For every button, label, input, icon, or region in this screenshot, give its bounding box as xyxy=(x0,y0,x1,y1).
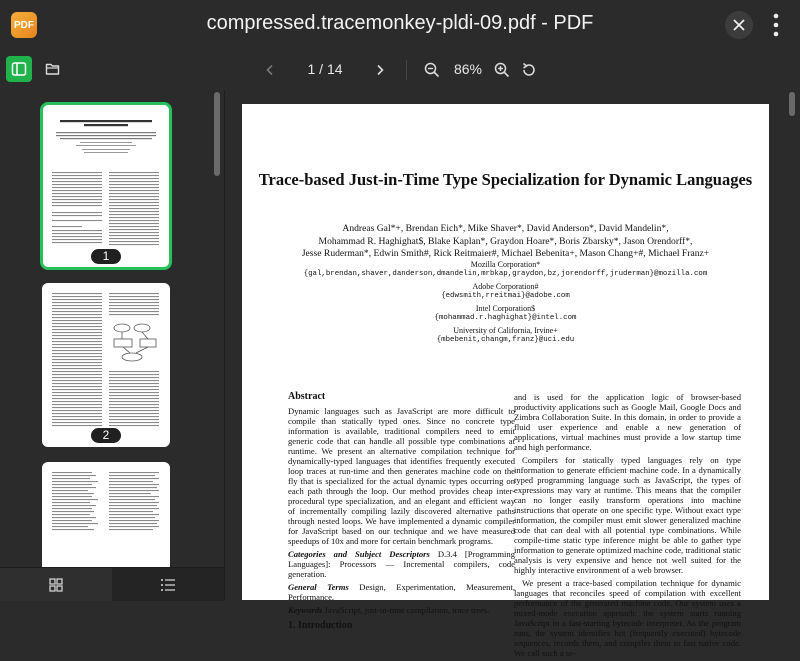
general-terms xyxy=(288,582,515,602)
more-options-button[interactable] xyxy=(766,12,786,38)
grid-icon xyxy=(49,578,63,592)
keywords-text: JavaScript, just-in-time compilation, trace trees. xyxy=(324,605,490,615)
kebab-menu-icon xyxy=(766,12,786,38)
author-line: Jesse Ruderman*, Edwin Smith#, Rick Reitmaier#, Michael Bebenita+, Mason Chang+#, Michael Franz+ xyxy=(301,248,710,259)
keywords xyxy=(288,605,515,615)
sidebar-icon xyxy=(11,61,27,77)
intro-heading: 1. Introduction xyxy=(288,620,353,631)
chevron-right-icon xyxy=(374,64,386,76)
next-page-button[interactable] xyxy=(367,57,393,83)
thumbnail-view-tab[interactable] xyxy=(0,568,112,601)
abstract-text: Dynamic languages such as JavaScript are more difficult to compile than statically typed ones. Since no concrete type information is available, traditional compilers need to emit generic code that can handle all possible type combinations at runtime. We present an alternative compilation technique for dynamically-typed languages that identifies frequently executed loop traces at run-time and then generates machine code on the fly that is specialized for the actual dynamic types occurring on each path through the loop. Our method provides cheap inter-procedural type specialization, and an elegant and efficient way of incrementally compiling lazily discovered alternative paths through nested loops. We have implemented a dynamic compiler for JavaScript based on our technique and we have measured speedups of 10x and more for certain benchmark programs. xyxy=(288,406,515,546)
categories xyxy=(288,549,515,579)
paragraph: Compilers for statically typed languages rely on type information to generate efficient machine code. In a dynamically typed programming language such as JavaScript, the types of expressions may vary at runtime. This means that the compiler can no longer easily transform operations into machine instructions that operate on one specific type. Without exact type information, the compiler must emit slower generalized machine code that can deal with all potential type combinations. While compile-time static type inference might be able to gather type information to generate optimized machine code, traditional static analysis is very expensive and hence not well suited for the highly interactive environment of a web browser. xyxy=(514,455,741,575)
page-thumbnail[interactable] xyxy=(42,283,170,447)
list-icon xyxy=(160,578,176,592)
close-icon xyxy=(733,19,745,31)
affiliation xyxy=(242,282,769,301)
viewer-scrollbar[interactable] xyxy=(789,92,795,116)
author-line: Mohammad R. Haghighat$, Blake Kaplan*, Graydon Hoare*, Boris Zbarsky*, Jason Orendorff*, xyxy=(318,235,693,247)
paragraph: We present a trace-based compilation technique for dynamic languages that reconciles speed of compilation with excellent performance of the generated machine code. Our system uses a mixed-mode execution approach: the system starts running JavaScript in a fast-starting bytecode interpreter. As the program runs, the system identifies hot (frequently executed) bytecode sequences, records them, and compiles them to fast native code. We call such a se- xyxy=(514,578,741,658)
thumbnail-sidebar xyxy=(0,90,225,600)
rotate-icon xyxy=(521,62,537,78)
abstract-heading: Abstract xyxy=(288,391,326,402)
toolbar xyxy=(0,50,800,91)
page-thumbnail-preview xyxy=(42,462,170,572)
affiliation-email: {mbebenit,changm,franz}@uci.edu xyxy=(436,335,575,344)
paper-title: Trace-based Just-in-Time Type Specialization for Dynamic Languages xyxy=(258,170,753,189)
rotate-button[interactable] xyxy=(516,57,542,83)
pdf-page xyxy=(242,104,769,658)
categories-text: D.3.4 [Programming Languages]: Processors — Incremental compilers, code generation. xyxy=(288,549,515,579)
affiliation-name: Intel Corporation$ xyxy=(475,304,536,313)
affiliation-email: {edwsmith,rreitmai}@adobe.com xyxy=(441,291,570,300)
page-indicator[interactable]: 1 / 14 xyxy=(307,61,343,77)
page-thumbnail-preview xyxy=(42,283,170,447)
sidebar-scrollbar[interactable] xyxy=(214,92,220,176)
zoom-in-icon xyxy=(494,62,510,78)
right-column xyxy=(514,392,741,661)
author-list xyxy=(242,223,769,261)
page-thumbnail[interactable] xyxy=(42,462,170,572)
affiliation-email: {gal,brendan,shaver,danderson,dmandelin,mrbkap,graydon,bz,jorendorff,jruderman}@mozilla.com xyxy=(303,269,708,278)
affiliation-name: Adobe Corporation# xyxy=(472,282,539,291)
title-bar xyxy=(0,0,800,50)
sidebar-toggle-button[interactable] xyxy=(6,56,32,82)
toolbar-divider xyxy=(406,60,407,80)
affiliation-name: University of California, Irvine+ xyxy=(453,326,558,335)
affiliation-email: {mohammad.r.haghighat}@intel.com xyxy=(434,313,577,322)
zoom-out-icon xyxy=(424,62,440,78)
affiliation xyxy=(242,326,769,345)
zoom-out-button[interactable] xyxy=(419,57,445,83)
left-column xyxy=(288,392,515,635)
thumbnail-page-number: 2 xyxy=(91,428,121,443)
general-terms-label: General Terms xyxy=(288,582,349,592)
affiliation xyxy=(242,260,769,279)
outline-view-tab[interactable] xyxy=(112,568,224,601)
page-thumbnail-preview xyxy=(42,104,170,268)
categories-label: Categories and Subject Descriptors xyxy=(288,549,430,559)
thumbnail-page-number: 1 xyxy=(91,249,121,264)
sidebar-view-tabs xyxy=(0,567,224,601)
window-title: compressed.tracemonkey-pldi-09.pdf - PDF xyxy=(206,12,594,34)
general-terms-text: Design, Experimentation, Measurement, Performance. xyxy=(288,582,515,602)
pdf-app-icon: PDF xyxy=(11,12,37,38)
affiliation xyxy=(242,304,769,323)
page-thumbnail[interactable] xyxy=(42,104,170,268)
folder-open-icon xyxy=(45,61,61,77)
previous-page-button[interactable] xyxy=(257,57,283,83)
open-file-button[interactable] xyxy=(40,56,66,82)
chevron-left-icon xyxy=(264,64,276,76)
keywords-label: Keywords xyxy=(288,605,323,615)
paragraph: and is used for the application logic of browser-based productivity applications such as Google Mail, Google Docs and Zimbra Collaboration Suite. In this domain, in order to provide a fluid user experience and enable a new generation of applications, virtual machines must provide a low startup time and high performance. xyxy=(514,392,741,452)
affiliation-name: Mozilla Corporation* xyxy=(470,260,541,269)
zoom-in-button[interactable] xyxy=(489,57,515,83)
close-button[interactable] xyxy=(725,11,753,39)
author-line: Andreas Gal*+, Brendan Eich*, Mike Shaver*, David Anderson*, David Mandelin*, xyxy=(342,223,669,234)
zoom-level[interactable]: 86% xyxy=(453,61,483,77)
